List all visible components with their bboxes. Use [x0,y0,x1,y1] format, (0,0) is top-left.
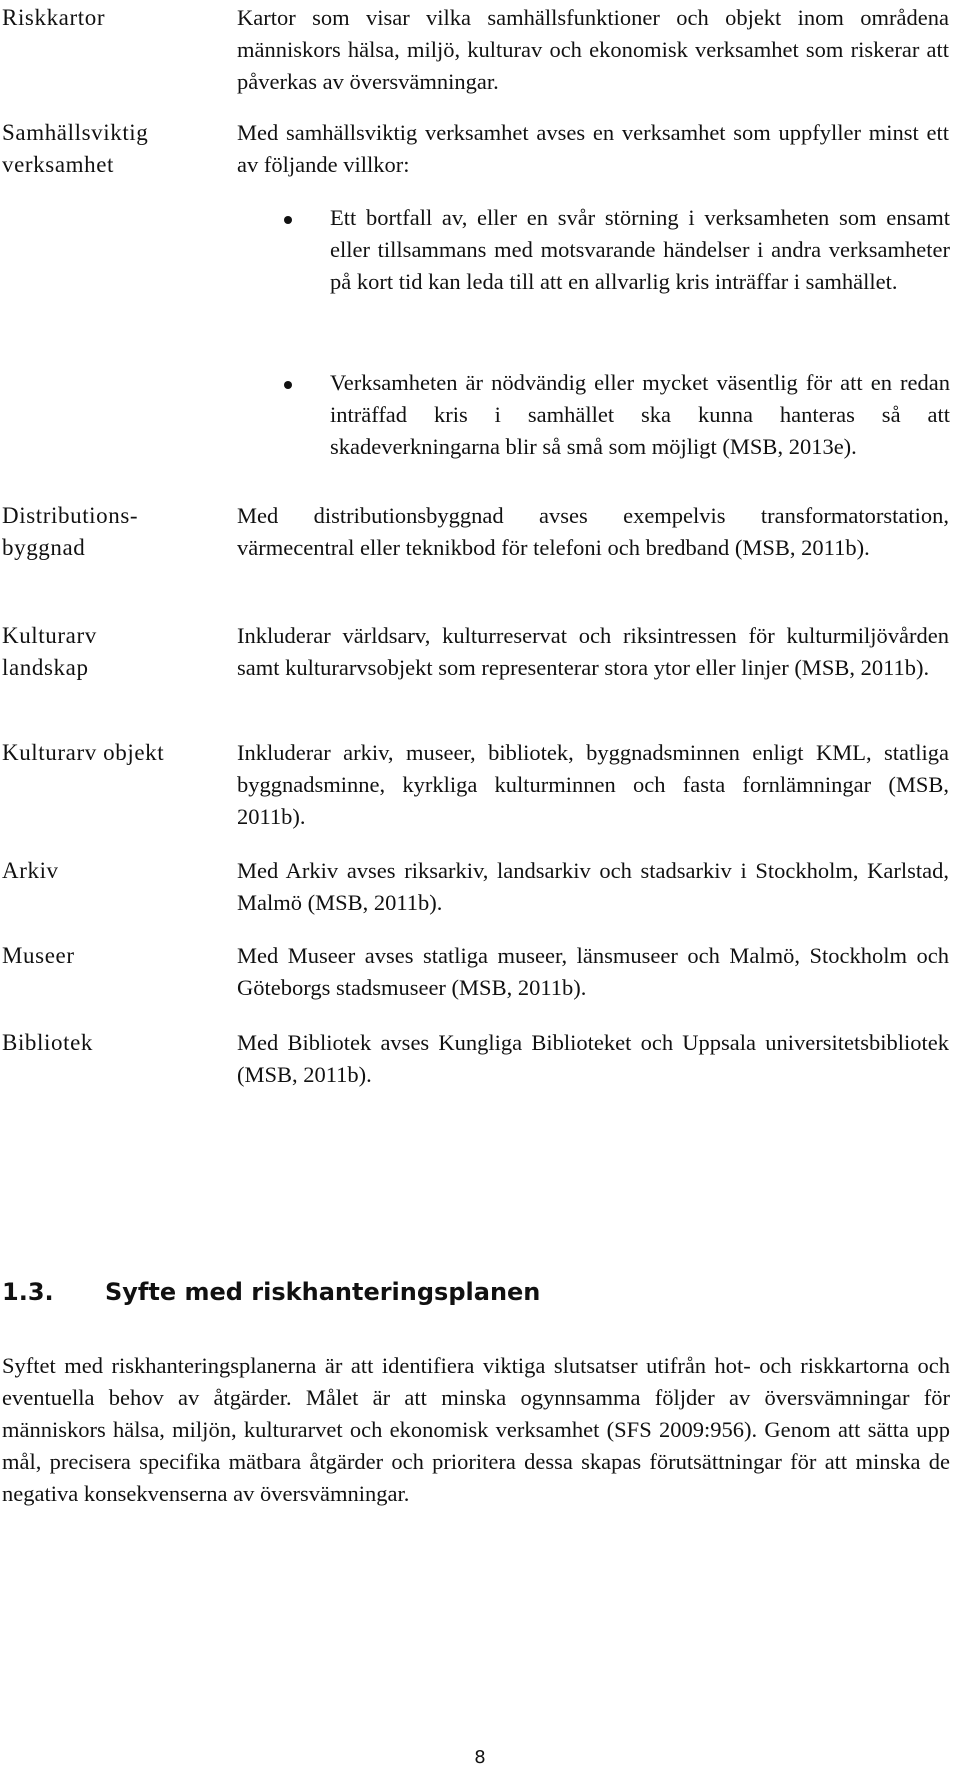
definition-museer: Med Museer avses statliga museer, länsmuseer och Malmö, Stockholm och Göteborgs stadsmuseer (MSB, 2011b). [237,943,949,1000]
definition-riskkartor: Kartor som visar vilka samhällsfunktioner och objekt inom områdena människors hälsa, miljö, kulturav och ekonomisk verksamhet som riskerar att påverkas av översvämningar. [237,5,949,94]
definition-kulturarv-objekt: Inkluderar arkiv, museer, bibliotek, byggnadsminnen enligt KML, statliga byggnadsminne, kyrkliga kulturminnen och fasta fornlämningar (MSB, 2011b). [237,740,949,829]
term-arkiv: Arkiv [2,858,59,883]
page-number: 8 [474,1747,486,1768]
term-museer: Museer [2,943,75,968]
term-kulturarv-landskap: Kulturarv landskap [2,623,97,680]
term-riskkartor: Riskkartor [2,5,106,30]
bullet-dot [284,381,292,389]
section-paragraph: Syftet med riskhanteringsplanerna är att identifiera viktiga slutsatser utifrån hot- och riskkartorna och eventuella behov av åtgärder. Målet är att minska ogynnsamma följder av översvämningar för människors hälsa, miljön, kulturarvet och ekonomisk verksamhet (SFS 2009:956). Genom att sätta upp mål, precisera specifika mätbara åtgärder och prioritera dessa skapas förutsättningar för att minska de negativa konsekvenserna av översvämningar. [2,1353,950,1506]
definition-bibliotek: Med Bibliotek avses Kungliga Biblioteket och Uppsala universitetsbibliotek (MSB, 2011b). [237,1030,949,1087]
section-title: Syfte med riskhanteringsplanen [105,1278,541,1306]
bullet-item: Verksamheten är nödvändig eller mycket väsentlig för att en redan inträffad kris i samhället ska kunna hanteras så att skadeverkningarna blir så små som möjligt (MSB, 2013e). [330,370,950,459]
definition-distributionsbyggnad: Med distributionsbyggnad avses exempelvis transformatorstation, värmecentral eller teknikbod för telefoni och bredband (MSB, 2011b). [237,503,949,560]
section-heading [2,1275,540,1309]
section-number: 1.3. [2,1278,54,1306]
definition-kulturarv-landskap: Inkluderar världsarv, kulturreservat och riksintressen för kulturmiljövården samt kulturarvsobjekt som representerar stora ytor eller linjer (MSB, 2011b). [237,623,949,680]
bullet-item: Ett bortfall av, eller en svår störning i verksamheten som ensamt eller tillsammans med motsvarande händelser i andra verksamheter på kort tid kan leda till att en allvarlig kris inträffar i samhället. [330,205,950,294]
definition-samhallsviktig-verksamhet: Med samhällsviktig verksamhet avses en verksamhet som uppfyller minst ett av följande villkor: [237,120,949,177]
bullet-dot [284,216,292,224]
definition-arkiv: Med Arkiv avses riksarkiv, landsarkiv och stadsarkiv i Stockholm, Karlstad, Malmö (MSB, 2011b). [237,858,949,915]
term-samhallsviktig-verksamhet: Samhällsviktig verksamhet [2,120,149,177]
term-distributionsbyggnad: Distributions-byggnad [2,503,139,560]
term-kulturarv-objekt: Kulturarv objekt [2,740,165,765]
term-bibliotek: Bibliotek [2,1030,94,1055]
